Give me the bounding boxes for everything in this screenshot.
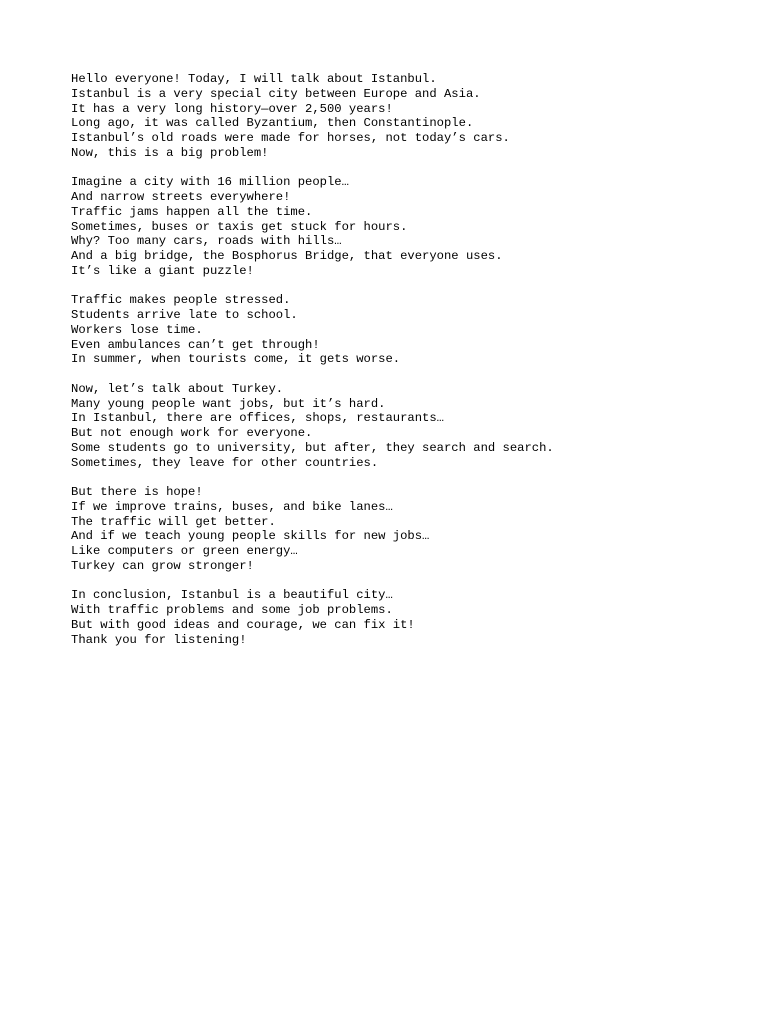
text-line: Even ambulances can’t get through! (71, 337, 320, 352)
text-line: In conclusion, Istanbul is a beautiful city… (71, 588, 393, 603)
text-line: In Istanbul, there are offices, shops, restaurants… (71, 411, 444, 426)
paragraph-conclusion (71, 588, 751, 647)
text-line: But there is hope! (71, 485, 203, 499)
text-line: Hello everyone! Today, I will talk about Istanbul. (71, 72, 437, 86)
text-line: But with good ideas and courage, we can fix it! (71, 617, 415, 632)
text-line: In summer, when tourists come, it gets worse. (71, 352, 401, 367)
text-line: Why? Too many cars, roads with hills… (71, 234, 342, 249)
text-line: It’s like a giant puzzle! (71, 263, 254, 278)
text-line: Now, this is a big problem! (71, 145, 269, 160)
paragraph-stress (71, 293, 751, 367)
text-line: With traffic problems and some job problems. (71, 603, 393, 617)
document-page (71, 72, 751, 662)
paragraph-hope (71, 485, 751, 574)
text-line: Sometimes, they leave for other countries. (71, 455, 379, 470)
text-line: The traffic will get better. (71, 514, 276, 529)
text-line: Traffic makes people stressed. (71, 293, 291, 308)
text-line: It has a very long history—over 2,500 years! (71, 101, 393, 116)
text-line: Students arrive late to school. (71, 308, 298, 322)
text-line: If we improve trains, buses, and bike lanes… (71, 499, 393, 514)
text-line: Some students go to university, but after, they search and search. (71, 440, 554, 455)
text-line: Thank you for listening! (71, 632, 247, 647)
text-line: Workers lose time. (71, 322, 203, 337)
text-line: Now, let’s talk about Turkey. (71, 381, 284, 396)
text-line: And narrow streets everywhere! (71, 190, 291, 204)
paragraph-traffic (71, 175, 751, 278)
paragraph-jobs (71, 382, 751, 471)
text-line: Long ago, it was called Byzantium, then Constantinople. (71, 116, 474, 131)
text-line: Like computers or green energy… (71, 544, 298, 558)
text-line: And a big bridge, the Bosphorus Bridge, that everyone uses. (71, 249, 503, 263)
text-line: But not enough work for everyone. (71, 426, 313, 440)
text-line: Traffic jams happen all the time. (71, 204, 313, 219)
text-line: Istanbul is a very special city between Europe and Asia. (71, 86, 481, 101)
text-line: Many young people want jobs, but it’s hard. (71, 396, 386, 411)
text-line: Imagine a city with 16 million people… (71, 175, 349, 190)
text-line: Turkey can grow stronger! (71, 558, 254, 573)
text-line: Sometimes, buses or taxis get stuck for hours. (71, 219, 408, 234)
text-line: And if we teach young people skills for new jobs… (71, 529, 430, 544)
text-line: Istanbul’s old roads were made for horses, not today’s cars. (71, 131, 510, 145)
paragraph-intro (71, 72, 751, 161)
